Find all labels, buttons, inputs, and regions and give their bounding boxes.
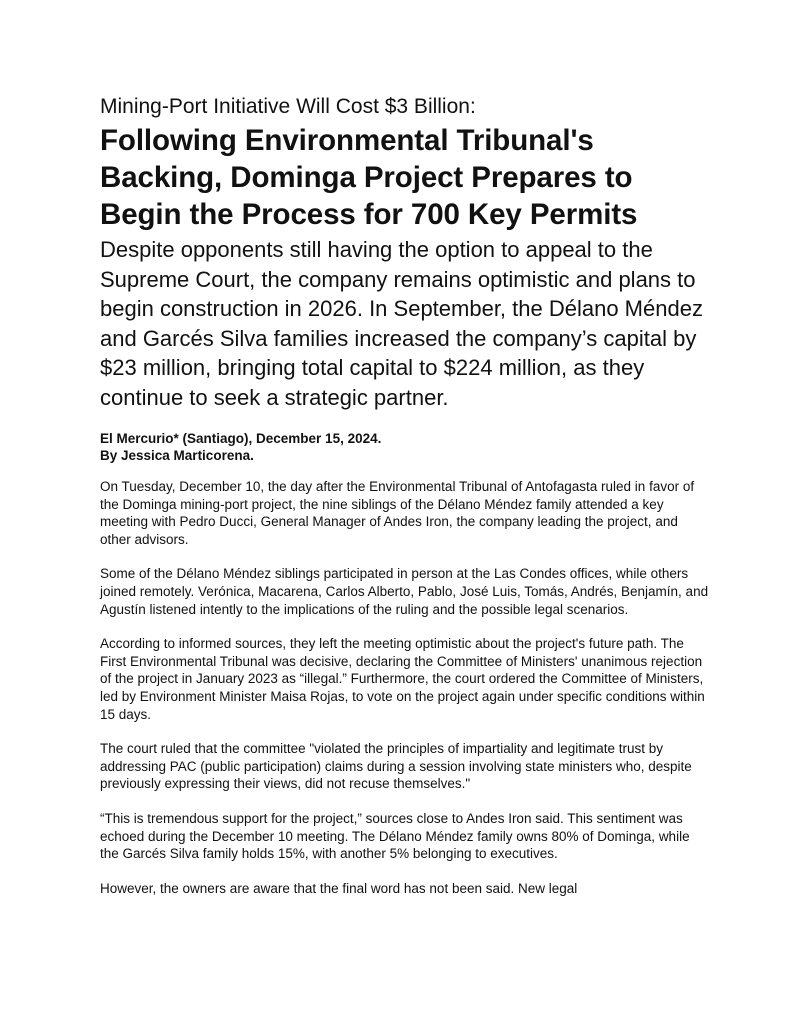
body-paragraph: According to informed sources, they left the meeting optimistic about the project's future path. The First Environmental Tribunal was decisive, declaring the Committee of Ministers' unanimous rejection of the project in January 2023 as “illegal.” Furthermore, the court ordered the Committee of Ministers, led by Environment Minister Maisa Rojas, to vote on the project again under specific conditions within 15 days. [100, 636, 705, 722]
article-kicker: Mining-Port Initiative Will Cost $3 Billion: [100, 95, 476, 118]
body-paragraph: On Tuesday, December 10, the day after the Environmental Tribunal of Antofagasta ruled in favor of the Dominga mining-port project, the nine siblings of the Délano Méndez family attended a key meeting with Pedro Ducci, General Manager of Andes Iron, the company leading the project, and other advisors. [100, 479, 695, 547]
body-paragraph: Some of the Délano Méndez siblings participated in person at the Las Condes offices, while others joined remotely. Verónica, Macarena, Carlos Alberto, Pablo, José Luis, Tomás, Andrés, Benjamín, and Agustín listened intently to the implications of the ruling and the possible legal scenarios. [100, 566, 709, 617]
article-deck: Despite opponents still having the option to appeal to the Supreme Court, the company remains optimistic and plans to begin construction in 2026. In September, the Délano Méndez and Garcés Silva families increased the company’s capital by $23 million, bringing total capital to $224 million, as they continue to seek a strategic partner. [100, 237, 703, 410]
body-paragraph: “This is tremendous support for the project,” sources close to Andes Iron said. This sentiment was echoed during the December 10 meeting. The Délano Méndez family owns 80% of Dominga, while the Garcés Silva family holds 15%, with another 5% belonging to executives. [100, 810, 690, 862]
article-page [100, 94, 712, 914]
body-paragraph: The court ruled that the committee "violated the principles of impartiality and legitimate trust by addressing PAC (public participation) claims during a session involving state ministers who, despite previously expressing their views, did not recuse themselves." [100, 741, 692, 792]
body-paragraph: However, the owners are aware that the final word has not been said. New legal [100, 880, 578, 896]
byline [100, 430, 712, 464]
source-line: El Mercurio* (Santiago), December 15, 2024. [100, 431, 382, 446]
article-body [100, 478, 712, 897]
article-headline: Following Environmental Tribunal's Backing, Dominga Project Prepares to Begin the Process for 700 Key Permits [100, 124, 638, 231]
author-line: By Jessica Marticorena. [100, 448, 254, 463]
